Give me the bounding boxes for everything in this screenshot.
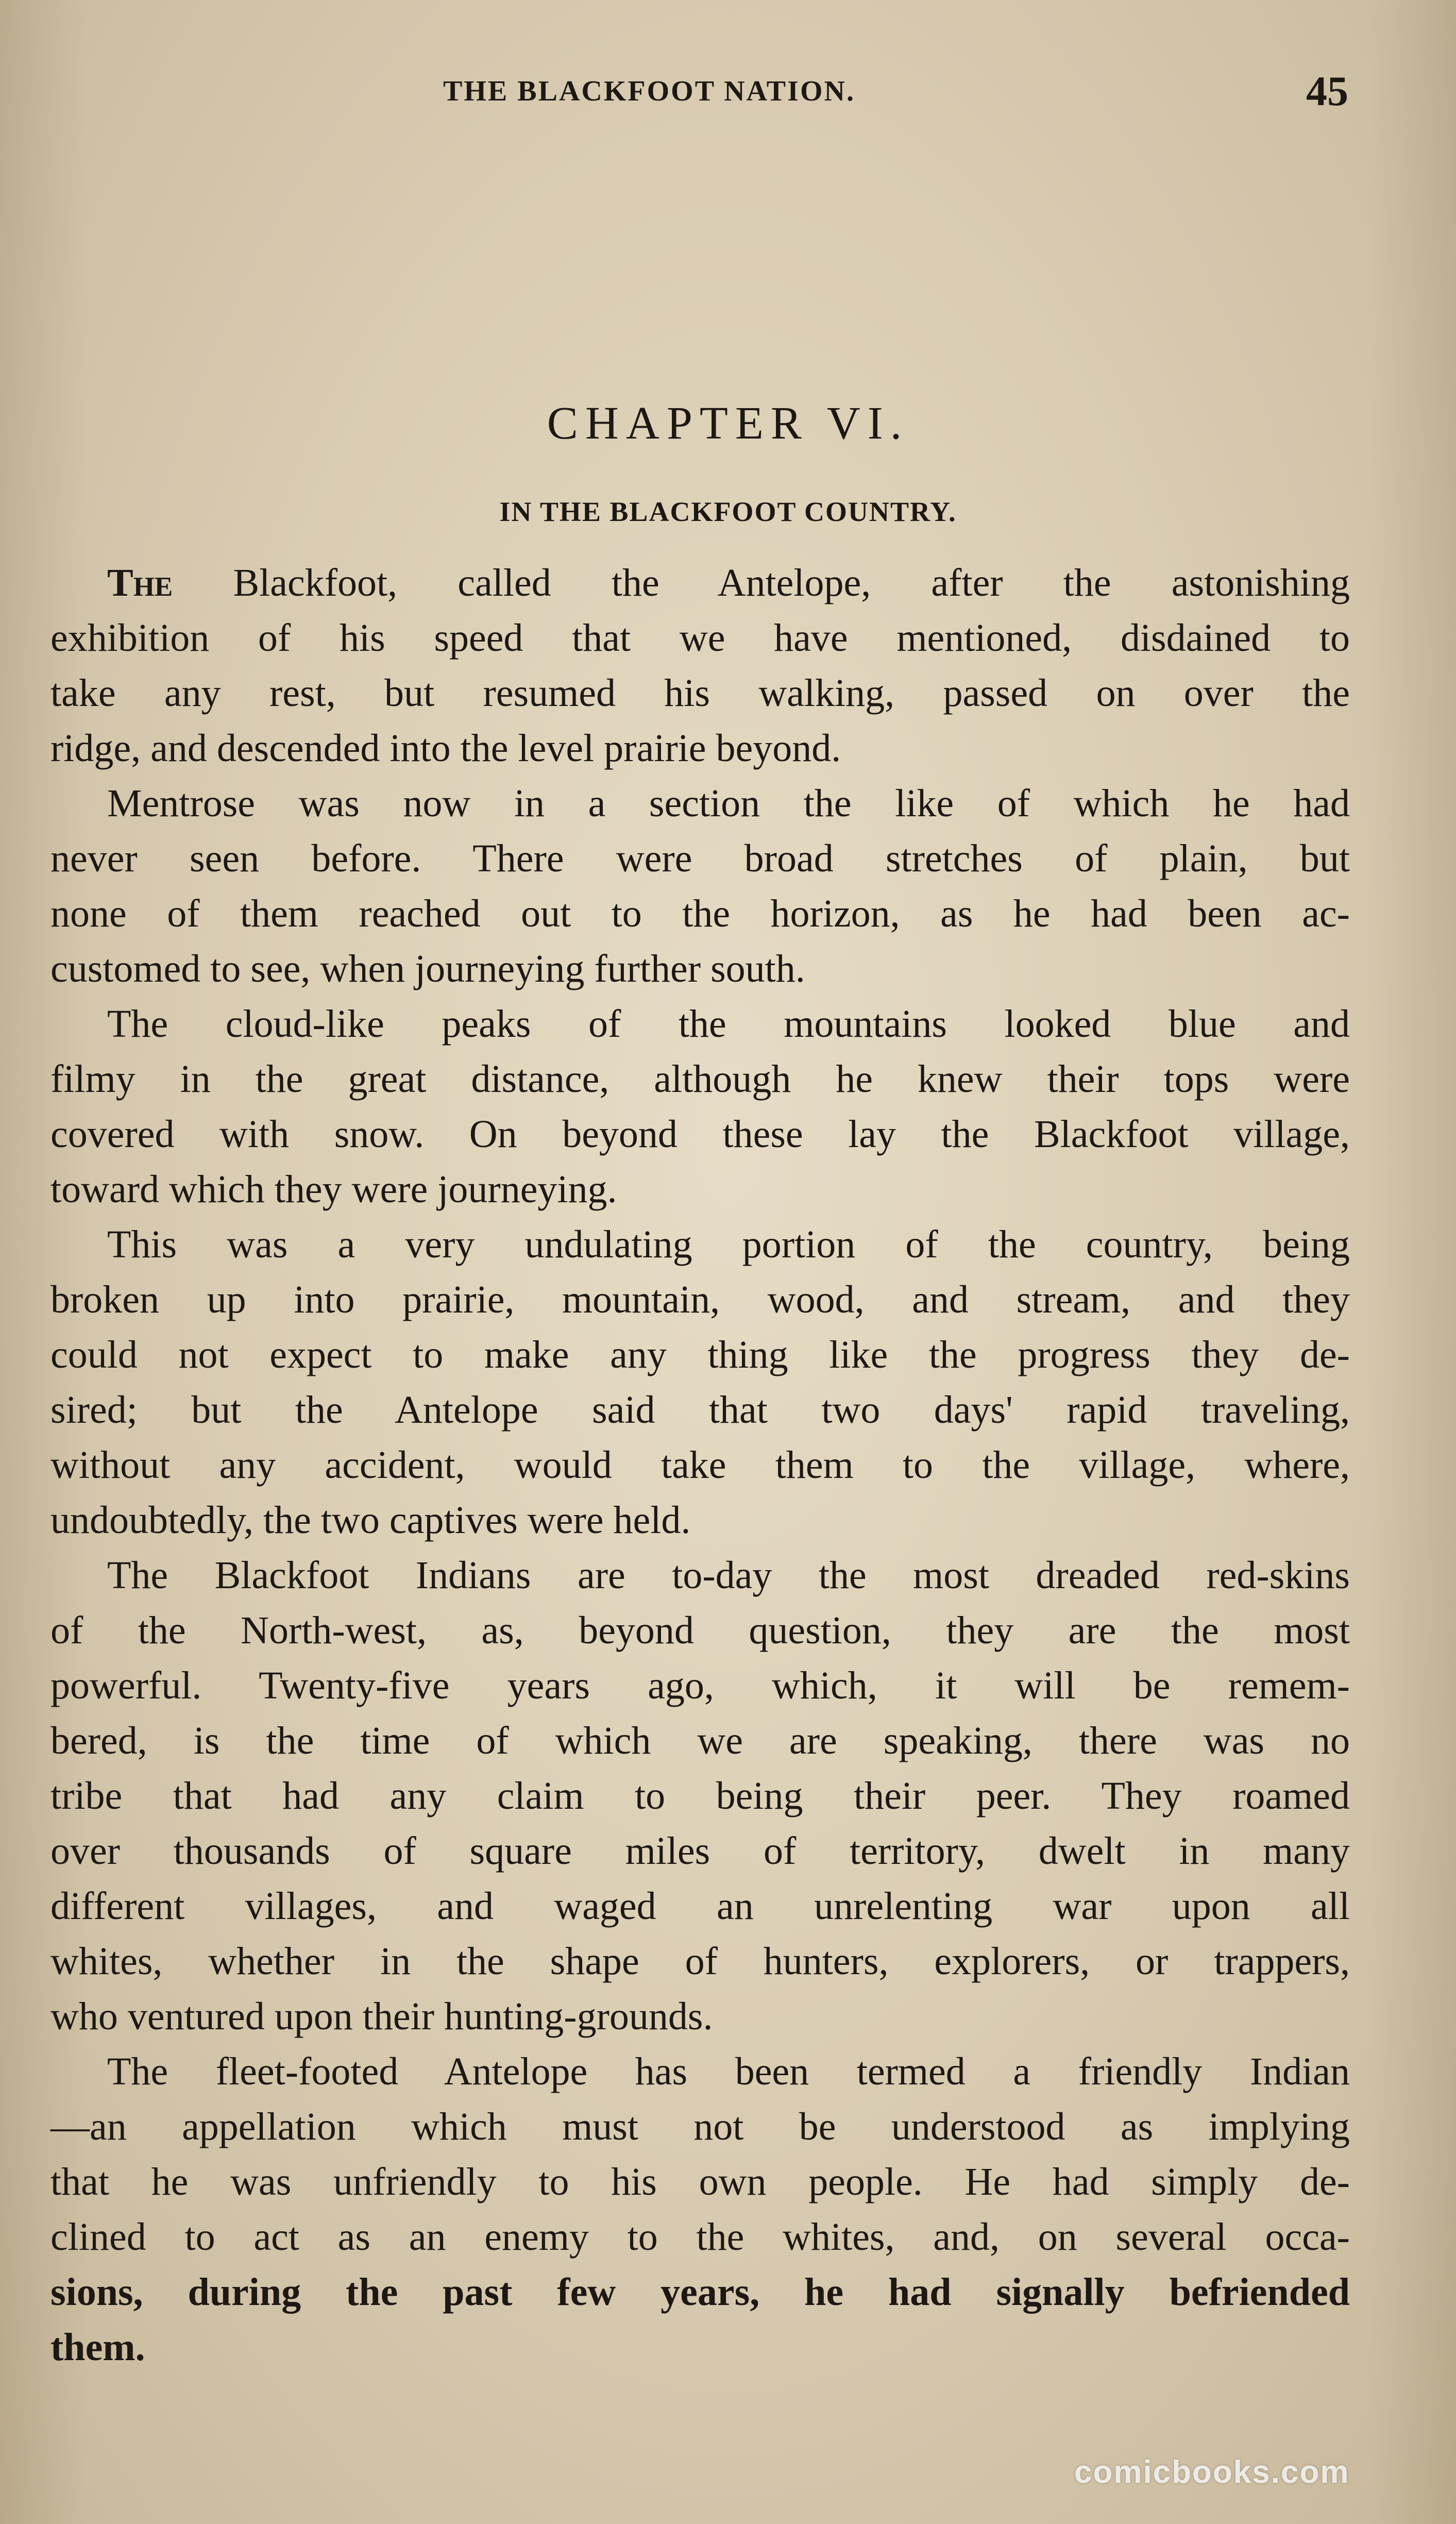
text-line: sions, during the past few years, he had signally befriended (50, 2270, 1350, 2314)
paragraph-2 (50, 776, 1350, 997)
text-line: bered, is the time of which we are speaking, there was no (50, 1719, 1350, 1762)
text-line: broken up into prairie, mountain, wood, and stream, and they (50, 1278, 1350, 1321)
text-line: The Blackfoot, called the Antelope, after the astonishing (107, 561, 1350, 604)
text-line: exhibition of his speed that we have mentioned, disdained to (50, 616, 1350, 660)
running-head (0, 64, 1456, 121)
paragraph-4 (50, 1217, 1350, 1548)
paragraph-5 (50, 1548, 1350, 2044)
text-line: The Blackfoot Indians are to-day the most dreaded red-skins (107, 1554, 1350, 1597)
text-line: toward which they were journeying. (50, 1168, 617, 1211)
text-line: undoubtedly, the two captives were held. (50, 1499, 691, 1542)
lead-in-word: The (107, 561, 173, 604)
text-line: different villages, and waged an unrelenting war upon all (50, 1884, 1350, 1928)
text-line: ridge, and descended into the level prairie beyond. (50, 727, 841, 770)
text-line: sired; but the Antelope said that two days' rapid traveling, (50, 1388, 1350, 1432)
text-line: over thousands of square miles of territory, dwelt in many (50, 1829, 1350, 1873)
text-line: never seen before. There were broad stretches of plain, but (50, 837, 1350, 880)
text-line: without any accident, would take them to the village, where, (50, 1443, 1350, 1487)
text-line: of the North-west, as, beyond question, they are the most (50, 1609, 1350, 1652)
paragraph-1 (50, 556, 1350, 776)
text-line: tribe that had any claim to being their peer. They roamed (50, 1774, 1350, 1818)
text-line: The fleet-footed Antelope has been termed a friendly Indian (107, 2050, 1350, 2093)
text-line: clined to act as an enemy to the whites, and, on several occa- (50, 2215, 1350, 2259)
text-line: filmy in the great distance, although he knew their tops were (50, 1057, 1350, 1101)
chapter-subtitle: IN THE BLACKFOOT COUNTRY. (499, 496, 957, 527)
text-line: could not expect to make any thing like the progress they de- (50, 1333, 1350, 1376)
text-line: take any rest, but resumed his walking, passed on over the (50, 671, 1350, 715)
text-line: The cloud-like peaks of the mountains looked blue and (107, 1002, 1350, 1046)
chapter-title: CHAPTER VI. (547, 398, 909, 449)
text-line: that he was unfriendly to his own people. He had simply de- (50, 2160, 1350, 2203)
text-line: whites, whether in the shape of hunters, explorers, or trappers, (50, 1940, 1350, 1983)
text-line: none of them reached out to the horizon, as he had been ac- (50, 892, 1350, 935)
text-line: powerful. Twenty-five years ago, which, it will be remem- (50, 1664, 1350, 1707)
text-line: who ventured upon their hunting-grounds. (50, 1995, 713, 2038)
paragraph-3 (50, 997, 1350, 1217)
text-line: This was a very undulating portion of the country, being (107, 1223, 1350, 1266)
running-title: THE BLACKFOOT NATION. (443, 75, 855, 107)
paragraph-6 (50, 2044, 1350, 2375)
text-line: customed to see, when journeying further south. (50, 947, 805, 990)
text-line: covered with snow. On beyond these lay the Blackfoot village, (50, 1113, 1350, 1156)
text-line: Mentrose was now in a section the like of which he had (107, 782, 1350, 825)
text-line: them. (50, 2326, 145, 2369)
body-text (50, 556, 1350, 2375)
page-number: 45 (1306, 68, 1348, 114)
site-watermark: comicbooks.com (1074, 2454, 1350, 2490)
text-line: —an appellation which must not be understood as implying (50, 2105, 1350, 2148)
